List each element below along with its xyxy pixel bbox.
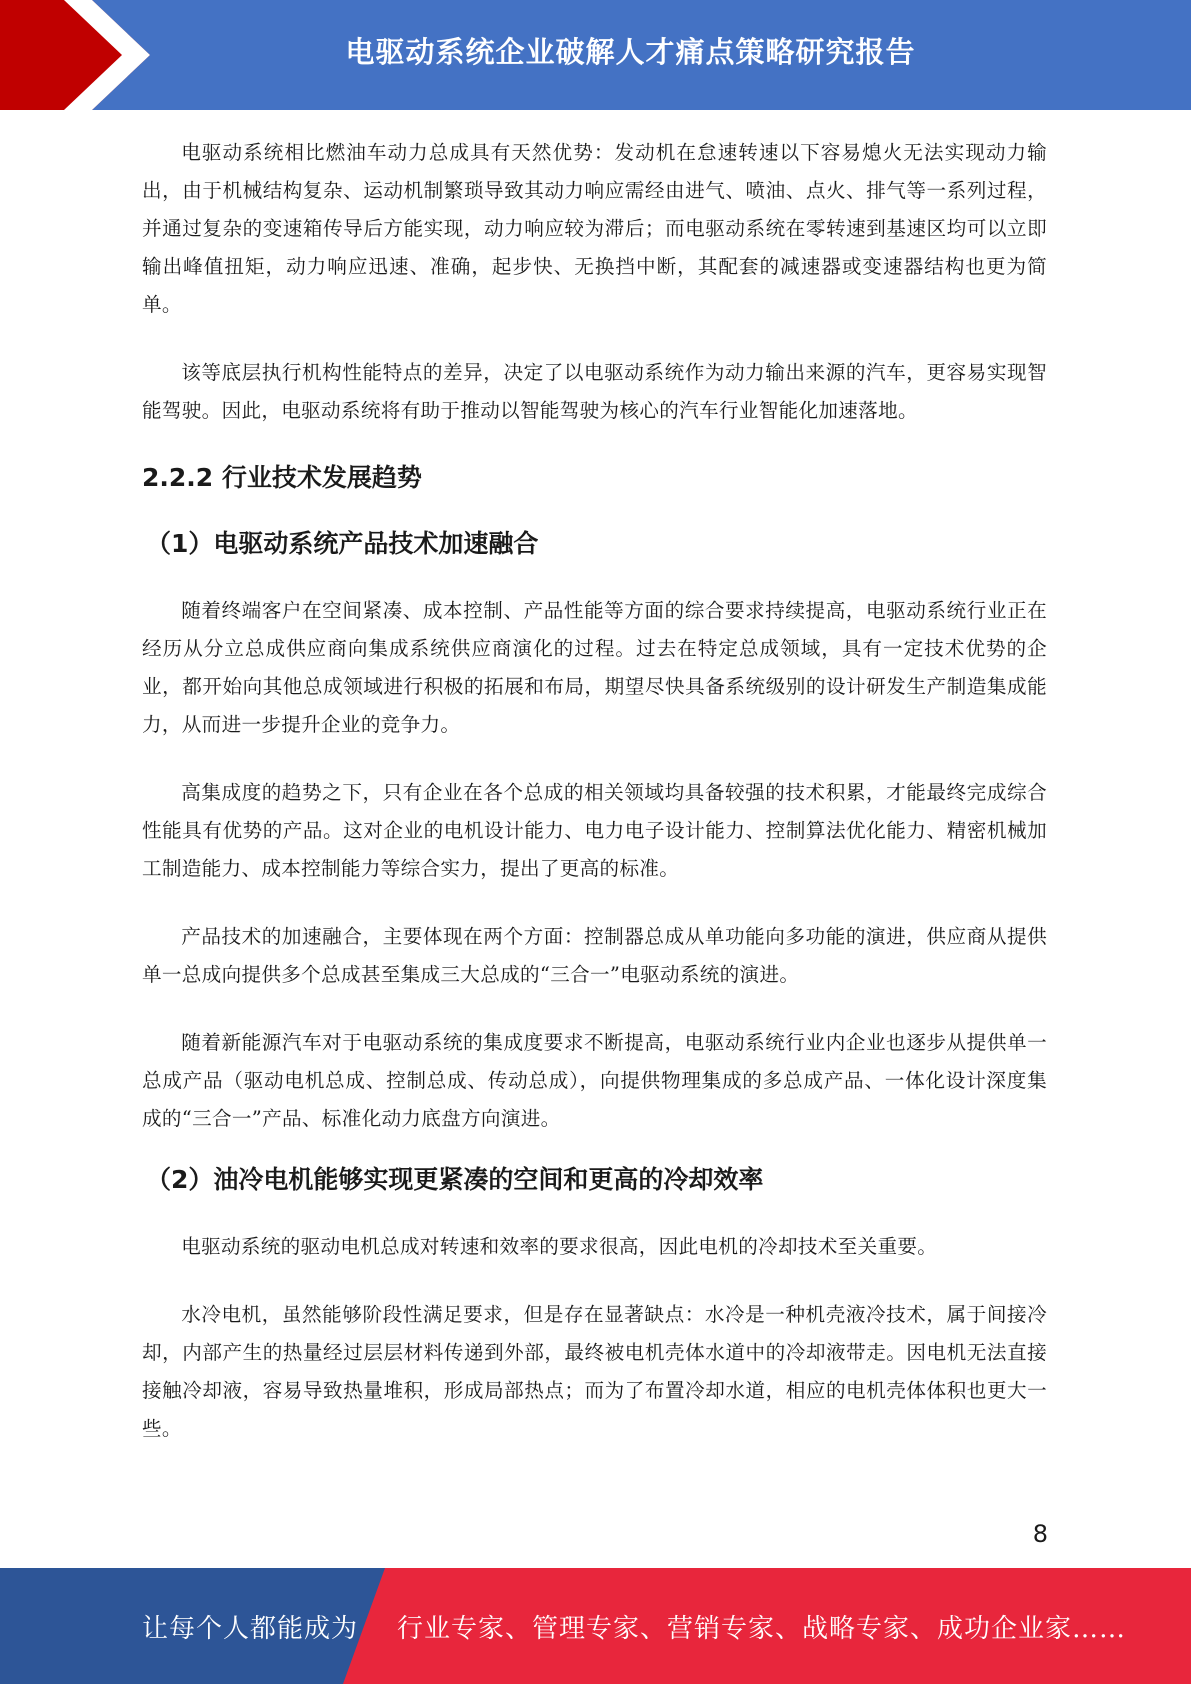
- paragraph-2: 该等底层执行机构性能特点的差异，决定了以电驱动系统作为动力输出来源的汽车，更容易实现智能驾驶。因此，电驱动系统将有助于推动以智能驾驶为核心的汽车行业智能化加速落地。: [142, 361, 1047, 422]
- page-content: [142, 134, 1047, 1448]
- paragraph-7: 电驱动系统的驱动电机总成对转速和效率的要求很高，因此电机的冷却技术至关重要。: [181, 1235, 938, 1258]
- page-number: 8: [1032, 1520, 1048, 1548]
- subsection-heading-1: （1）电驱动系统产品技术加速融合: [146, 529, 539, 558]
- section-heading: 2.2.2 行业技术发展趋势: [142, 463, 422, 492]
- page-footer: [0, 1568, 1191, 1684]
- paragraph-3: 随着终端客户在空间紧凑、成本控制、产品性能等方面的综合要求持续提高，电驱动系统行业正在经历从分立总成供应商向集成系统供应商演化的过程。过去在特定总成领域，具有一定技术优势的企业，都开始向其他总成领域进行积极的拓展和布局，期望尽快具备系统级别的设计研发生产制造集成能力，从而进一步提升企业的竞争力。: [142, 599, 1047, 736]
- paragraph-1: 电驱动系统相比燃油车动力总成具有天然优势：发动机在怠速转速以下容易熄火无法实现动力输出，由于机械结构复杂、运动机制繁琐导致其动力响应需经由进气、喷油、点火、排气等一系列过程，并通过复杂的变速箱传导后方能实现，动力响应较为滞后；而电驱动系统在零转速到基速区均可以立即输出峰值扭矩，动力响应迅速、准确，起步快、无换挡中断，其配套的减速器或变速器结构也更为简单。: [142, 141, 1047, 316]
- report-title: 电驱动系统企业破解人才痛点策略研究报告: [345, 35, 916, 69]
- paragraph-6: 随着新能源汽车对于电驱动系统的集成度要求不断提高，电驱动系统行业内企业也逐步从提供单一总成产品（驱动电机总成、控制总成、传动总成），向提供物理集成的多总成产品、一体化设计深度集成的“三合一”产品、标准化动力底盘方向演进。: [142, 1031, 1047, 1130]
- page-header: [0, 0, 1191, 110]
- footer-slogan-left: 让每个人都能成为: [142, 1614, 359, 1644]
- paragraph-4: 高集成度的趋势之下，只有企业在各个总成的相关领域均具备较强的技术积累，才能最终完成综合性能具有优势的产品。这对企业的电机设计能力、电力电子设计能力、控制算法优化能力、精密机械加工制造能力、成本控制能力等综合实力，提出了更高的标准。: [142, 781, 1047, 880]
- paragraph-8: 水冷电机，虽然能够阶段性满足要求，但是存在显著缺点：水冷是一种机壳液冷技术，属于间接冷却，内部产生的热量经过层层材料传递到外部，最终被电机壳体水道中的冷却液带走。因电机无法直接接触冷却液，容易导致热量堆积，形成局部热点；而为了布置冷却水道，相应的电机壳体体积也更大一些。: [142, 1303, 1047, 1440]
- subsection-heading-2: （2）油冷电机能够实现更紧凑的空间和更高的冷却效率: [146, 1165, 764, 1194]
- paragraph-5: 产品技术的加速融合，主要体现在两个方面：控制器总成从单功能向多功能的演进，供应商从提供单一总成向提供多个总成甚至集成三大总成的“三合一”电驱动系统的演进。: [142, 925, 1047, 986]
- footer-slogan-right: 行业专家、管理专家、营销专家、战略专家、成功企业家……: [397, 1614, 1127, 1644]
